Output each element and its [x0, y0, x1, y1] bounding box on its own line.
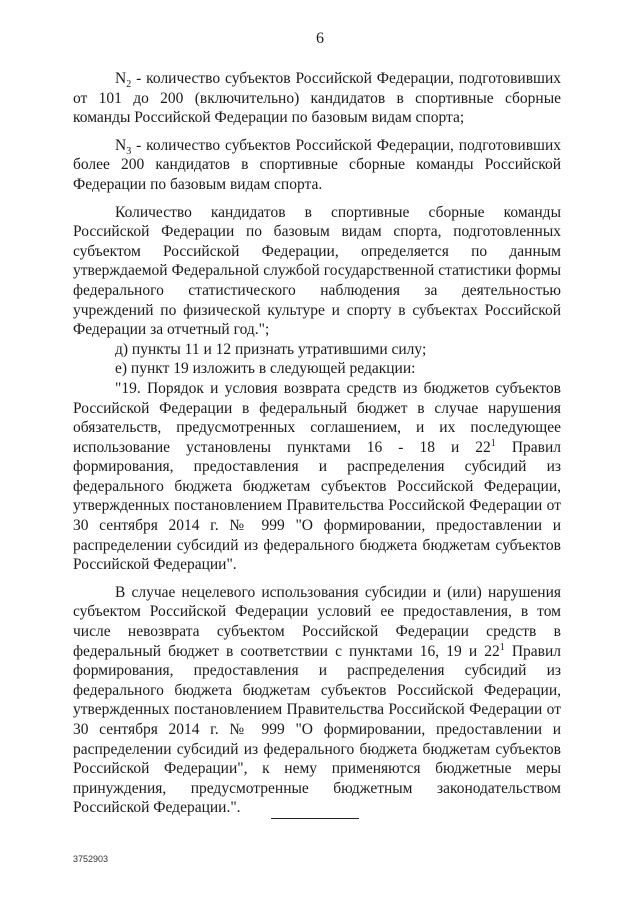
- end-divider: [271, 818, 359, 819]
- item-d: д) пункты 11 и 12 признать утратившими силу;: [115, 340, 427, 358]
- n3-variable: N: [115, 136, 127, 154]
- n2-variable: N: [115, 70, 127, 87]
- n3-subscript: 3: [126, 145, 132, 157]
- point-19-text-end: Правил формирования, предоставления и распределения субсидий из федерального бюджета бюджетам субъектов Российской Федерации, утвержденных постановлением Правительства Российской Федерации от 30 сентября 2014 г. № 999 "О формировании, предоставлении и распределении субсидий из федерального бюджета бюджетам субъектов Российской Федерации".: [73, 438, 561, 574]
- document-body: [73, 69, 561, 826]
- page-number: 6: [316, 30, 324, 47]
- paragraph-candidates: Количество кандидатов в спортивные сборные команды Российской Федерации по базовым видам спорта, подготовленных субъектом Российской Федерации, определяется по данным утверждаемой Федеральной службой государственной статистики формы федерального статистического наблюдения за деятельностью учреждений по физической культуре и спорту в субъектах Российской Федерации за отчетный год.";: [73, 203, 561, 339]
- misuse-superscript: 1: [499, 641, 505, 653]
- point-19-text-start: "19. Порядок и условия возврата средств из бюджетов субъектов Российской Федерации в федеральный бюджет в случае нарушения обязательств, предусмотренных соглашением, и их последующее использование установлены пунктами 16 - 18 и 22: [73, 379, 561, 456]
- document-code: 3752903: [73, 854, 109, 864]
- item-e: е) пункт 19 изложить в следующей редакции:: [115, 360, 416, 378]
- n2-definition: - количество субъектов Российской Федерации, подготовивших от 101 до 200 (включительно) кандидатов в спортивные сборные команды Российской Федерации по базовым видам спорта;: [73, 70, 561, 127]
- paragraph-n2: [73, 69, 561, 128]
- misuse-text-start: В случае нецелевого использования субсидии и (или) нарушения субъектом Российской Федерации условий ее предоставления, в том числе невозврата субъектом Российской Федерации средств в федеральный бюджет в соответствии с пунктами 16, 19 и 22: [73, 583, 561, 660]
- misuse-text-end: Правил формирования, предоставления и распределения субсидий из федерального бюджета бюджетам субъектов Российской Федерации, утвержденных постановлением Правительства Российской Федерации от 30 сентября 2014 г. № 999 "О формировании, предоставлении и распределении субсидий из федерального бюджета бюджетам субъектов Российской Федерации", к нему применяются бюджетные меры принуждения, предусмотренные бюджетным законодательством Российской Федерации.".: [73, 642, 562, 817]
- n3-definition: - количество субъектов Российской Федерации, подготовивших более 200 кандидатов в спортивные сборные команды Российской Федерации по базовым видам спорта.: [73, 136, 561, 193]
- point-19-superscript: 1: [490, 437, 496, 449]
- n2-subscript: 2: [126, 79, 132, 91]
- paragraph-misuse: [73, 583, 561, 818]
- paragraph-point-19: [73, 379, 561, 575]
- paragraph-n3: [73, 136, 561, 195]
